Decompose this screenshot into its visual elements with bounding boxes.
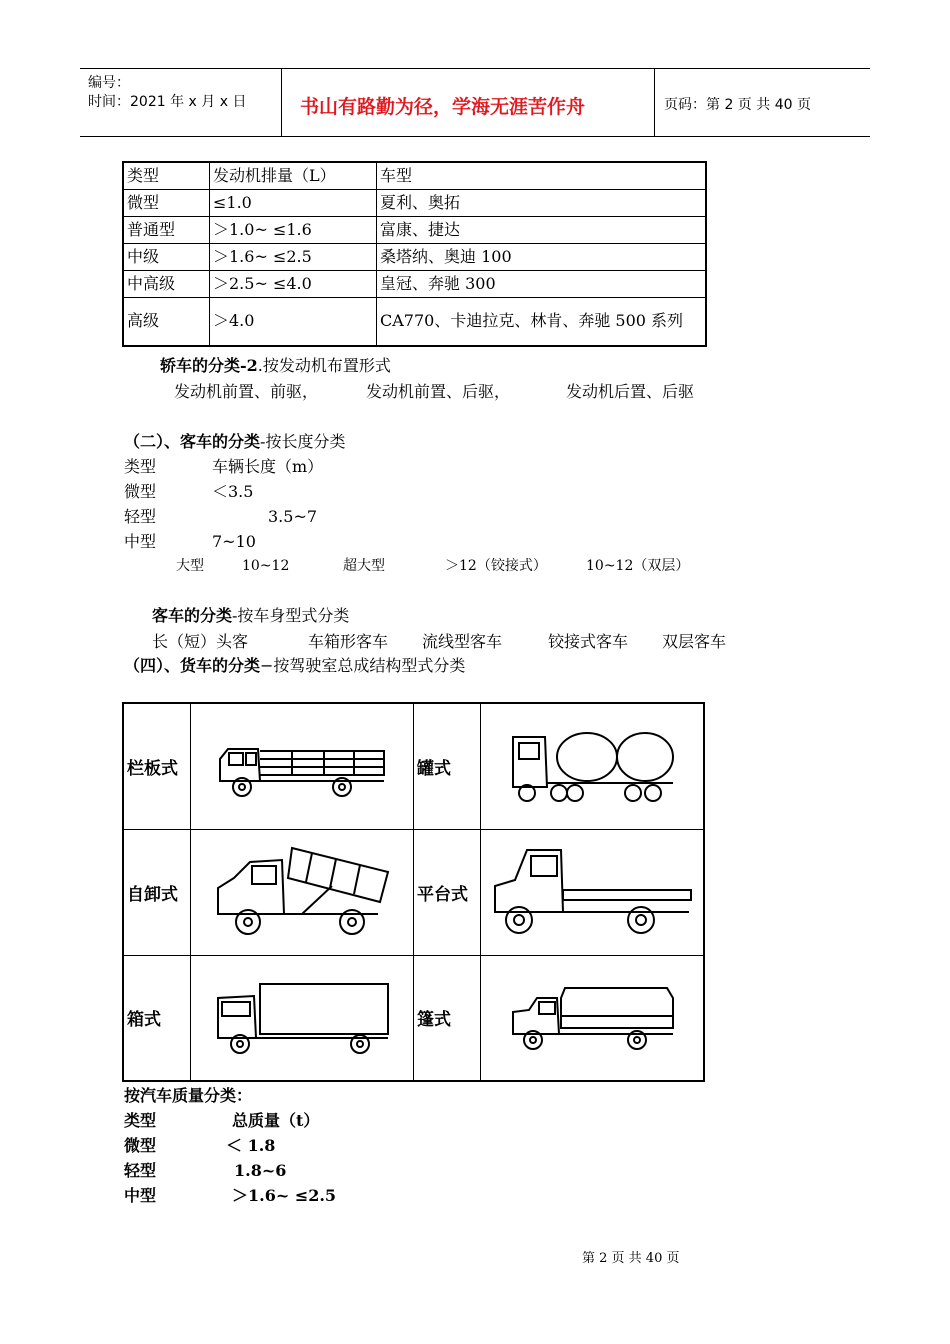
engine-displacement-table [122, 161, 707, 347]
bus-length-large: 大型 [176, 558, 204, 574]
tank-truck-icon [507, 725, 677, 807]
table-cell: ＞2.5~ ≤4.0 [210, 271, 377, 298]
table-cell: 普通型 [123, 217, 210, 244]
bus-body-item: 长（短）头客 [152, 632, 249, 651]
truck-label-stake: 栏板式 [123, 703, 191, 829]
mass-header-type: 类型 [124, 1111, 157, 1130]
table-header-cell: 车型 [377, 162, 707, 190]
bus-length-large-value: 10~12 [242, 558, 290, 574]
table-header-cell: 发动机排量（L） [210, 162, 377, 190]
table-cell: ＞4.0 [210, 298, 377, 346]
table-cell: 高级 [123, 298, 210, 346]
bus-length-header-length: 车辆长度（m） [212, 457, 324, 476]
bus-length-xlarge: 超大型 [343, 558, 385, 574]
bus-length-value: 3.5~7 [268, 507, 318, 526]
table-row [123, 244, 706, 271]
truck-label-flatbed: 平台式 [414, 829, 481, 955]
box-truck-icon [212, 980, 392, 1056]
table-cell: 富康、捷达 [377, 217, 707, 244]
bus-body-item: 流线型客车 [422, 632, 503, 651]
mass-value: ＜ 1.8 [226, 1136, 276, 1155]
truck-label-tank: 罐式 [414, 703, 481, 829]
dump-truck-illustration [191, 829, 414, 955]
truck-label-tarp: 篷式 [414, 955, 481, 1081]
bus-length-type: 中型 [124, 532, 157, 551]
table-cell: ＞1.0~ ≤1.6 [210, 217, 377, 244]
mass-title: 按汽车质量分类： [124, 1086, 253, 1105]
header-page-info: 页码：第 2 页 共 40 页 [664, 97, 811, 113]
table-row [123, 271, 706, 298]
mass-value: 1.8~6 [234, 1161, 287, 1180]
sedan-layout-item: 发动机前置、前驱， [174, 382, 319, 401]
tarp-truck-illustration [481, 955, 705, 1081]
table-cell: 中级 [123, 244, 210, 271]
mass-type: 微型 [124, 1136, 157, 1155]
page-footer: 第 2 页 共 40 页 [582, 1251, 680, 1266]
sedan-layout-item: 发动机前置、后驱， [366, 382, 511, 401]
table-cell: 微型 [123, 190, 210, 217]
table-cell: ＞1.6~ ≤2.5 [210, 244, 377, 271]
table-row [123, 190, 706, 217]
box-truck-illustration [191, 955, 414, 1081]
header-motto: 书山有路勤为径，学海无涯苦作舟 [300, 96, 586, 118]
bus-body-item: 车箱形客车 [308, 632, 389, 651]
stake-truck-icon [214, 729, 390, 803]
truck-label-box: 箱式 [123, 955, 191, 1081]
table-header-row [123, 162, 706, 190]
sedan-layout-item: 发动机后置、后驱 [566, 382, 695, 401]
truck-title: （四）、货车的分类−按驾驶室总成结构型式分类 [124, 656, 466, 675]
header-time-label: 时间：2021 年 x 月 x 日 [88, 94, 247, 110]
header-number-label: 编号： [88, 75, 130, 91]
flatbed-truck-icon [489, 842, 695, 942]
bus-length-type: 微型 [124, 482, 157, 501]
truck-label-dump: 自卸式 [123, 829, 191, 955]
bus-length-value: ＜3.5 [212, 482, 254, 501]
sedan-layout-title: 轿车的分类-2.按发动机布置形式 [160, 356, 391, 375]
table-cell: CA770、卡迪拉克、林肯、奔驰 500 系列 [377, 298, 707, 346]
stake-truck-illustration [191, 703, 414, 829]
header-top-rule [80, 68, 870, 69]
table-row [123, 298, 706, 346]
mass-header-value: 总质量（t） [232, 1111, 320, 1130]
bus-length-title: （二）、客车的分类-按长度分类 [124, 432, 346, 451]
bus-length-articulated: ＞12（铰接式） [445, 558, 547, 574]
mass-type: 中型 [124, 1186, 157, 1205]
bus-length-type: 轻型 [124, 507, 157, 526]
tarp-truck-icon [507, 982, 677, 1054]
bus-body-title: 客车的分类-按车身型式分类 [152, 606, 350, 625]
table-cell: ≤1.0 [210, 190, 377, 217]
dump-truck-icon [212, 842, 392, 942]
tank-truck-illustration [481, 703, 705, 829]
table-cell: 皇冠、奔驰 300 [377, 271, 707, 298]
table-header-cell: 类型 [123, 162, 210, 190]
table-cell: 桑塔纳、奥迪 100 [377, 244, 707, 271]
bus-length-double-deck: 10~12（双层） [586, 558, 690, 574]
mass-value: ＞1.6~ ≤2.5 [232, 1186, 337, 1205]
table-cell: 中高级 [123, 271, 210, 298]
header-divider-left [281, 68, 282, 136]
bus-length-header-type: 类型 [124, 457, 157, 476]
table-row [123, 217, 706, 244]
truck-type-grid [122, 702, 705, 1082]
flatbed-truck-illustration [481, 829, 705, 955]
header-divider-right [654, 68, 655, 136]
bus-body-item: 双层客车 [662, 632, 727, 651]
bus-body-item: 铰接式客车 [548, 632, 629, 651]
bus-length-value: 7~10 [212, 532, 256, 551]
mass-type: 轻型 [124, 1161, 157, 1180]
header-bottom-rule [80, 136, 870, 137]
table-cell: 夏利、奥拓 [377, 190, 707, 217]
